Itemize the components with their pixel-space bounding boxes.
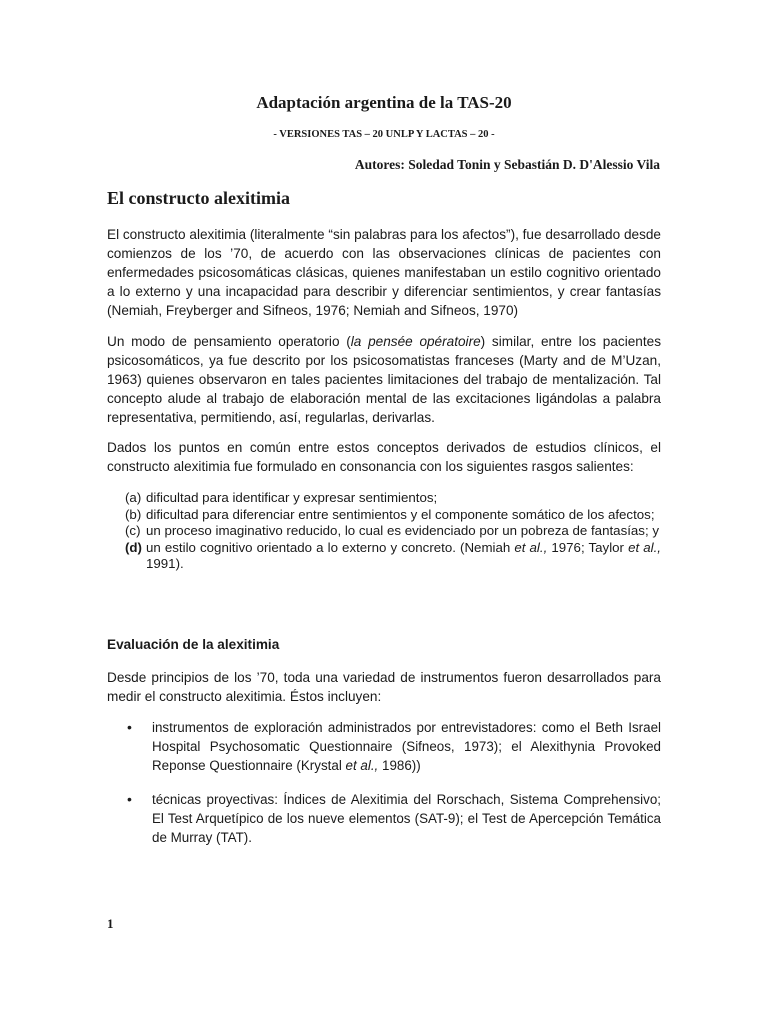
bullet-2-text: técnicas proyectivas: Índices de Alexitimia del Rorschach, Sistema Comprehensivo; El Test Arquetípico de los nueve elementos (SAT-9); el Test de Apercepción Temática de Murray (TAT).	[152, 792, 661, 845]
paragraph-4: Desde principios de los ’70, toda una variedad de instrumentos fueron desarrollados para medir el constructo alexitimia. Éstos incluyen:	[107, 670, 661, 704]
list-item	[107, 490, 661, 507]
bullet-list-1	[107, 718, 661, 775]
paragraph-3: Dados los puntos en común entre estos conceptos derivados de estudios clínicos, el constructo alexitimia fue formulado en consonancia con los siguientes rasgos salientes:	[107, 440, 661, 474]
bullet-1-text-b: 1986))	[378, 758, 421, 773]
list-marker: (d)	[125, 539, 142, 555]
list-item-text: dificultad para diferenciar entre sentimientos y el componente somático de los afectos;	[146, 506, 655, 522]
list-item	[107, 718, 661, 775]
paragraph-2-text-b: ) similar, entre los pacientes psicosomáticos, ya fue descrito por los psicosomatistas franceses (Marty and de M’Uzan, 1963) quienes observaron en tales pacientes limitaciones del trabajo de mentalización. Tal concepto alude al trabajo de elaboración mental de las excitaciones ligándolas a palabra representativa, permitiendo, así, regularlas, derivarlas.	[107, 334, 661, 425]
bullet-list-2	[107, 790, 661, 847]
trait-d-text-3: 1991).	[146, 556, 184, 571]
list-item	[107, 790, 661, 847]
paragraph-1: El constructo alexitimia (literalmente “sin palabras para los afectos”), fue desarrollado desde comienzos de los ’70, de acuerdo con las observaciones clínicas de pacientes con enfermedades psicosomáticas clásicas, quienes manifestaban un estilo cognitivo orientado a lo externo y una incapacidad para describir y diferenciar sentimientos, y crear fantasías (Nemiah, Freyberger and Sifneos, 1976; Nemiah and Sifneos, 1970)	[107, 227, 661, 318]
document-subtitle: - VERSIONES TAS – 20 UNLP Y LACTAS – 20 -	[273, 129, 495, 140]
bullet-icon: •	[127, 719, 132, 735]
authors-line: Autores: Soledad Tonin y Sebastián D. D'Alessio Vila	[354, 157, 660, 172]
paragraph-2	[107, 332, 661, 427]
trait-d-text-2: 1976; Taylor	[547, 539, 629, 555]
list-item	[107, 540, 661, 573]
trait-d-text-1: un estilo cognitivo orientado a lo externo y concreto. (Nemiah	[146, 539, 515, 555]
bullet-1-text-a: instrumentos de exploración administrados por entrevistadores: como el Beth Israel Hospital Psychosomatic Questionnaire (Sifneos, 1973); el Alexithynia Provoked Reponse Questionnaire (Krystal	[152, 720, 661, 773]
traits-list	[107, 490, 661, 573]
trait-d-italic-1: et al.,	[514, 539, 548, 555]
trait-d-italic-2: et al.,	[628, 539, 661, 555]
list-marker: (b)	[125, 506, 142, 522]
list-item-text: un proceso imaginativo reducido, lo cual es evidenciado por un pobreza de fantasías; y	[146, 523, 659, 538]
document-title: Adaptación argentina de la TAS-20	[256, 93, 512, 112]
list-item	[107, 507, 661, 524]
section-heading: El constructo alexitimia	[107, 188, 290, 208]
list-item-text: dificultad para identificar y expresar sentimientos;	[146, 490, 438, 505]
paragraph-2-italic: la pensée opératoire	[350, 334, 481, 349]
list-item-text	[146, 540, 661, 572]
list-marker: (c)	[125, 523, 141, 538]
bullet-1-italic: et al.,	[345, 758, 379, 773]
page-number: 1	[107, 916, 114, 931]
bullet-icon: •	[127, 791, 132, 807]
list-item	[107, 523, 661, 540]
list-marker: (a)	[125, 490, 142, 505]
subsection-heading: Evaluación de la alexitimia	[107, 637, 280, 652]
paragraph-2-text-a: Un modo de pensamiento operatorio (	[107, 334, 351, 349]
bullet-1-text	[152, 720, 661, 773]
